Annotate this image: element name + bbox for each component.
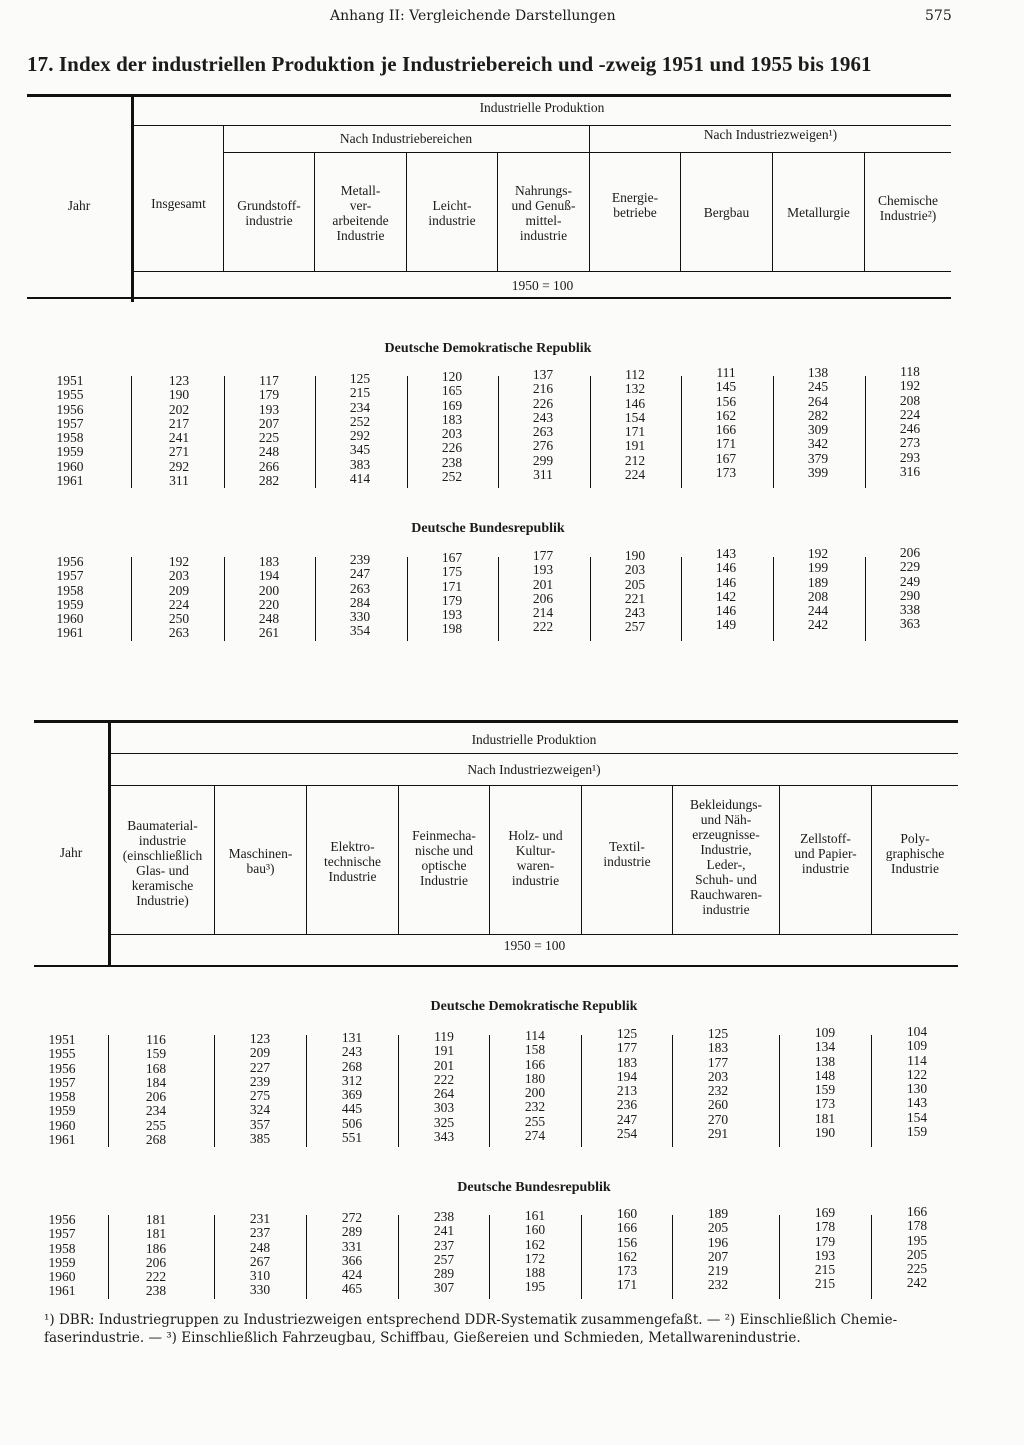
brd-value-column-0: 181 181 186 206 222 238 bbox=[145, 1212, 167, 1299]
t2-ddr-label: Deutsche Demokratische Republik bbox=[430, 999, 638, 1014]
year-column-brd: 1956 1957 1958 1959 1960 1961 bbox=[56, 554, 84, 641]
ddr-value-column-2: 131 243 268 312 369 445 506 551 bbox=[341, 1030, 363, 1146]
year-column-ddr: 1951 1955 1956 1957 1958 1959 1960 1961 bbox=[48, 1032, 76, 1148]
t2-colhead-6: Bekleidungs- und Näh- erzeugnisse- Industrie, Leder-, Schuh- und Rauchwaren- industrie bbox=[690, 797, 762, 917]
t2-colhead-5: Textil- industrie bbox=[603, 839, 651, 869]
ddr-value-column-7: 109 134 138 148 159 173 181 190 bbox=[814, 1025, 836, 1141]
footnote-line-2: faserindustrie. — ³) Einschließlich Fahrzeugbau, Schiffbau, Gießereien und Schmieden, Metallwarenindustrie. bbox=[44, 1330, 801, 1346]
ddr-value-column-0: 116 159 168 184 206 234 255 268 bbox=[145, 1032, 167, 1148]
ddr-value-column-8: 118 192 208 224 246 273 293 316 bbox=[899, 364, 921, 480]
brd-value-column-2: 272 289 331 366 424 465 bbox=[341, 1210, 363, 1297]
t2-jahr-header: Jahr bbox=[59, 845, 83, 860]
t2-colhead-4: Holz- und Kultur- waren- industrie bbox=[508, 828, 563, 888]
t2-colhead-8: Poly- graphische Industrie bbox=[885, 831, 945, 876]
brd-value-column-4: 161 160 162 172 188 195 bbox=[524, 1208, 546, 1295]
ddr-value-column-6: 111 145 156 162 166 171 167 173 bbox=[715, 365, 737, 481]
t2-colhead-3: Feinmecha- nische und optische Industrie bbox=[412, 828, 476, 888]
table-title: 17. Index der industriellen Produktion je Industriebereich und -zweig 1951 und 1955 bis 1961 bbox=[27, 52, 872, 76]
brd-value-column-1: 183 194 200 220 248 261 bbox=[258, 554, 280, 641]
brd-value-column-8: 166 178 195 205 225 242 bbox=[906, 1204, 928, 1291]
ddr-value-column-1: 117 179 193 207 225 248 266 282 bbox=[258, 373, 280, 489]
brd-value-column-1: 231 237 248 267 310 330 bbox=[249, 1211, 271, 1298]
ddr-value-column-0: 123 190 202 217 241 271 292 311 bbox=[168, 373, 190, 489]
ddr-value-column-2: 125 215 234 252 292 345 383 414 bbox=[349, 371, 371, 487]
ddr-value-column-5: 125 177 183 194 213 236 247 254 bbox=[616, 1026, 638, 1142]
brd-value-column-5: 190 203 205 221 243 257 bbox=[624, 548, 646, 635]
t1-brd-label: Deutsche Bundesrepublik bbox=[411, 521, 565, 536]
t1-jahr-header: Jahr bbox=[67, 198, 91, 213]
t1-colhead-5: Energie- betriebe bbox=[611, 190, 659, 220]
brd-value-column-8: 206 229 249 290 338 363 bbox=[899, 545, 921, 632]
page-number: 575 bbox=[925, 8, 952, 24]
t1-nach-bereichen: Nach Industriebereichen bbox=[339, 131, 473, 146]
brd-value-column-6: 189 205 196 207 219 232 bbox=[707, 1206, 729, 1293]
ddr-value-column-3: 120 165 169 183 203 226 238 252 bbox=[441, 369, 463, 485]
footnote-line-1: ¹) DBR: Industriegruppen zu Industriezweigen entsprechend DDR-Systematik zusammengefaßt. — ²) Einschließlich Chemie- bbox=[44, 1312, 898, 1328]
brd-value-column-4: 177 193 201 206 214 222 bbox=[532, 548, 554, 635]
year-column-ddr: 1951 1955 1956 1957 1958 1959 1960 1961 bbox=[56, 373, 84, 489]
t1-colhead-0: Insgesamt bbox=[151, 196, 206, 211]
brd-value-column-2: 239 247 263 284 330 354 bbox=[349, 552, 371, 639]
brd-value-column-5: 160 166 156 162 173 171 bbox=[616, 1206, 638, 1293]
t1-base: 1950 = 100 bbox=[511, 278, 574, 293]
brd-value-column-0: 192 203 209 224 250 263 bbox=[168, 554, 190, 641]
brd-value-column-7: 169 178 179 193 215 215 bbox=[814, 1205, 836, 1292]
t2-nach-zweigen: Nach Industriezweigen¹) bbox=[467, 762, 601, 777]
ddr-value-column-1: 123 209 227 239 275 324 357 385 bbox=[249, 1031, 271, 1147]
brd-value-column-6: 143 146 146 142 146 149 bbox=[715, 546, 737, 633]
t1-ddr-label: Deutsche Demokratische Republik bbox=[384, 341, 592, 356]
ddr-value-column-8: 104 109 114 122 130 143 154 159 bbox=[906, 1024, 928, 1140]
t2-base: 1950 = 100 bbox=[503, 938, 566, 953]
ddr-value-column-7: 138 245 264 282 309 342 379 399 bbox=[807, 365, 829, 481]
running-head: Anhang II: Vergleichende Darstellungen bbox=[330, 8, 616, 24]
t1-nach-zweigen: Nach Industriezweigen¹) bbox=[703, 127, 838, 142]
t1-colhead-1: Grundstoff- industrie bbox=[237, 198, 301, 228]
ddr-value-column-4: 114 158 166 180 200 232 255 274 bbox=[524, 1028, 546, 1144]
brd-value-column-3: 238 241 237 257 289 307 bbox=[433, 1209, 455, 1296]
t1-industrielle-produktion: Industrielle Produktion bbox=[479, 100, 605, 115]
t2-colhead-1: Maschinen- bau³) bbox=[228, 846, 293, 876]
t2-industrielle-produktion: Industrielle Produktion bbox=[471, 732, 597, 747]
ddr-value-column-5: 112 132 146 154 171 191 212 224 bbox=[624, 367, 646, 483]
t2-brd-label: Deutsche Bundesrepublik bbox=[457, 1180, 611, 1195]
t1-colhead-7: Metallurgie bbox=[787, 205, 850, 220]
t2-colhead-7: Zellstoff- und Papier- industrie bbox=[794, 831, 857, 876]
brd-value-column-7: 192 199 189 208 244 242 bbox=[807, 546, 829, 633]
year-column-brd: 1956 1957 1958 1959 1960 1961 bbox=[48, 1212, 76, 1299]
t2-colhead-0: Baumaterial- industrie (einschließlich Glas- und keramische Industrie) bbox=[122, 818, 203, 908]
t1-colhead-4: Nahrungs- und Genuß- mittel- industrie bbox=[511, 183, 576, 243]
ddr-value-column-6: 125 183 177 203 232 260 270 291 bbox=[707, 1026, 729, 1142]
footnotes bbox=[44, 1311, 974, 1347]
t1-colhead-6: Bergbau bbox=[703, 205, 750, 220]
ddr-value-column-3: 119 191 201 222 264 303 325 343 bbox=[433, 1029, 455, 1145]
t1-colhead-8: Chemische Industrie²) bbox=[878, 193, 938, 223]
t2-colhead-2: Elektro- technische Industrie bbox=[324, 839, 381, 884]
t1-colhead-3: Leicht- industrie bbox=[428, 198, 476, 228]
t1-colhead-2: Metall- ver- arbeitende Industrie bbox=[332, 183, 389, 243]
brd-value-column-3: 167 175 171 179 193 198 bbox=[441, 550, 463, 637]
ddr-value-column-4: 137 216 226 243 263 276 299 311 bbox=[532, 367, 554, 483]
